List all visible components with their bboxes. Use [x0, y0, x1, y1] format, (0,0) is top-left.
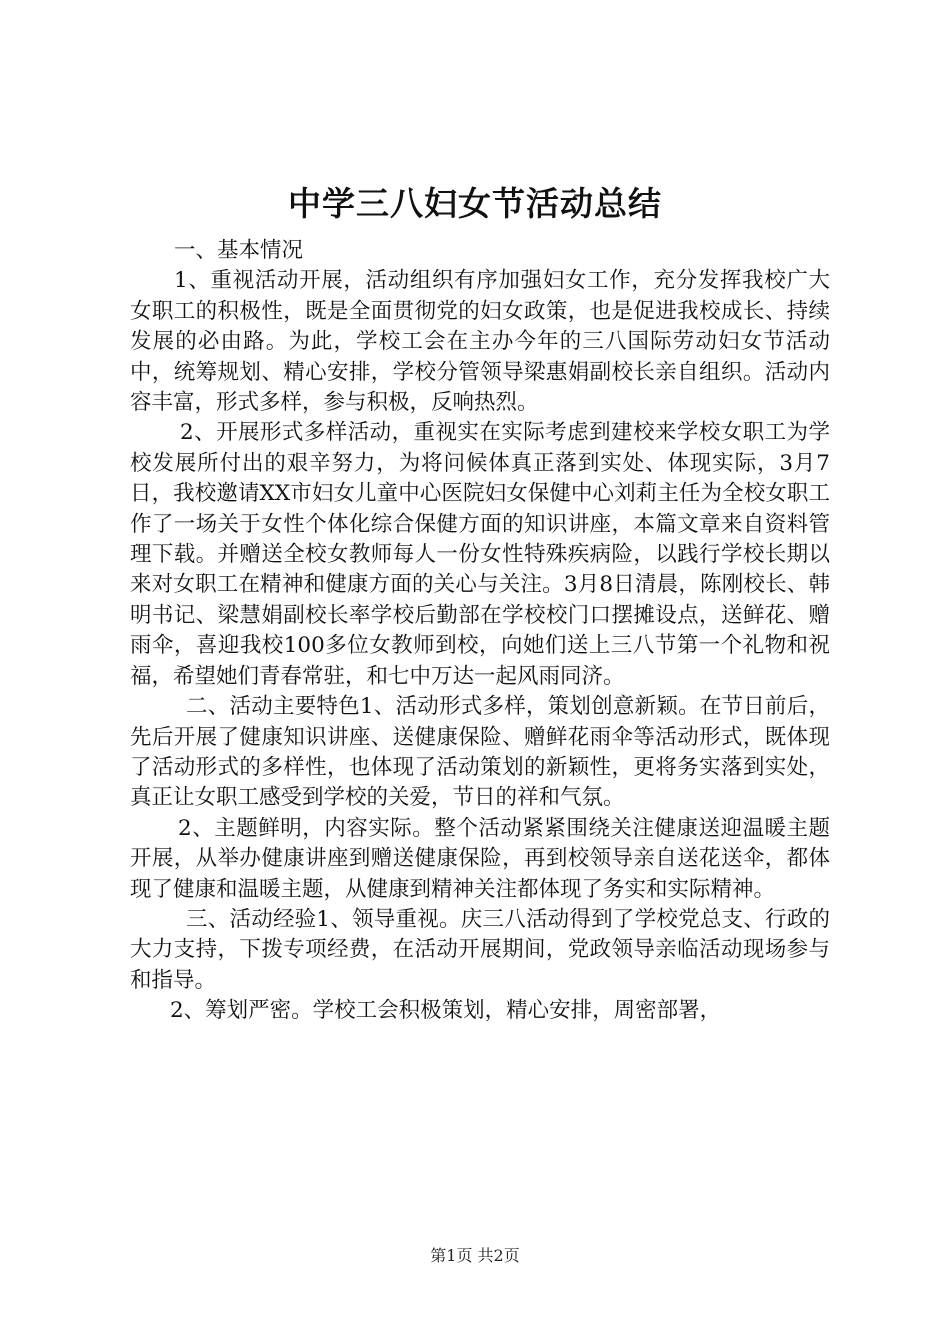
paragraph: 三、活动经验1、领导重视。庆三八活动得到了学校党总支、行政的大力支持，下拨专项经费，在活动开展期间，党政领导亲临活动现场参与和指导。 — [130, 906, 830, 993]
page-number-footer: 第1页 共2页 — [430, 1246, 520, 1265]
paragraph: 2、主题鲜明，内容实际。整个活动紧紧围绕关注健康送迎温暖主题开展，从举办健康讲座到赠送健康保险，再到校领导亲自送花送伞，都体现了健康和温暖主题，从健康到精神关注都体现了务实和实际精神。 — [130, 815, 830, 902]
paragraph: 1、重视活动开展，活动组织有序加强妇女工作，充分发挥我校广大女职工的积极性，既是全面贯彻党的妇女政策，也是促进我校成长、持续发展的必由路。为此，学校工会在主办今年的三八国际劳动妇女节活动中，统筹规划、精心安排，学校分管领导梁惠娟副校长亲自组织。活动内容丰富，形式多样，参与积极，反响热烈。 — [130, 268, 830, 416]
section-heading-basic: 一、基本情况 — [174, 238, 304, 263]
paragraph: 2、开展形式多样活动，重视实在实际考虑到建校来学校女职工为学校发展所付出的艰辛努力，为将问候体真正落到实处、体现实际，3月7日，我校邀请XX市妇女儿童中心医院妇女保健中心刘莉主任为全校女职工作了一场关于女性个体化综合保健方面的知识讲座，本篇文章来自资料管理下载。并赠送全校女教师每人一份女性特殊疾病险，以践行学校长期以来对女职工在精神和健康方面的关心与关注。3月8日清晨，陈刚校长、韩明书记、梁慧娟副校长率学校后勤部在学校校门口摆摊设点，送鲜花、赠雨伞，喜迎我校100多位女教师到校，向她们送上三八节第一个礼物和祝福，希望她们青春常驻，和七中万达一起风雨同济。 — [130, 420, 830, 689]
document-title: 中学三八妇女节活动总结 — [288, 184, 662, 223]
paragraph: 2、筹划严密。学校工会积极策划，精心安排，周密部署， — [170, 998, 722, 1024]
document-body — [130, 236, 830, 1027]
paragraph: 二、活动主要特色1、活动形式多样，策划创意新颖。在节日前后，先后开展了健康知识讲座、送健康保险、赠鲜花雨伞等活动形式，既体现了活动形式的多样性，也体现了活动策划的新颖性，更将务实落到实处，真正让女职工感受到学校的关爱，节日的祥和气氛。 — [130, 694, 830, 811]
